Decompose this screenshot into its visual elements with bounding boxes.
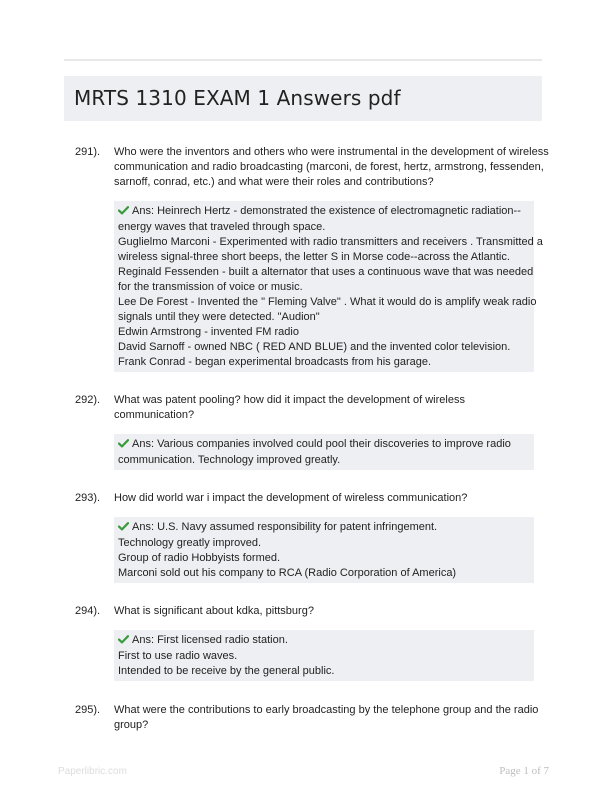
page-number: Page 1 of 7 bbox=[499, 765, 549, 777]
question-text: What was patent pooling? how did it impact the development of wireless communication? bbox=[114, 394, 465, 421]
checkmark-icon bbox=[118, 521, 129, 536]
question-number: 295). bbox=[75, 704, 101, 716]
answer-first-line: Ans: Heinrech Hertz - demonstrated the existence of electromagnetic radiation-- bbox=[132, 205, 521, 217]
question-number: 293). bbox=[75, 492, 101, 504]
checkmark-icon bbox=[118, 205, 129, 220]
answer-first-line: Ans: U.S. Navy assumed responsibility for patent infringement. bbox=[132, 521, 438, 533]
page-title: MRTS 1310 EXAM 1 Answers pdf bbox=[74, 86, 401, 110]
answer-first-line: Ans: Various companies involved could pool their discoveries to improve radio bbox=[132, 438, 511, 450]
answer-box: Ans: Heinrech Hertz - demonstrated the existence of electromagnetic radiation-- energy waves that traveled through space. Guglielmo Marconi - Experimented with radio transmitters and receivers . Transmitted a wireless signal-three short beeps, the letter S in Morse code--across the Atlantic. Reginald Fessenden - built a alternator that uses a continuous wave that was needed for the transmission of voice or music. Lee De Forest - Invented the " Fleming Valve" . What it would do is amplify weak radio signals until they were detected. "Audion" Edwin Armstrong - invented FM radio David Sarnoff - owned NBC ( RED AND BLUE) and the invented color television. Frank Conrad - began experimental broadcasts from his garage. bbox=[114, 201, 534, 372]
top-divider bbox=[64, 59, 542, 61]
answer-box: Ans: U.S. Navy assumed responsibility for patent infringement. Technology greatly improved. Group of radio Hobbyists formed. Marconi sold out his company to RCA (Radio Corporation of America) bbox=[114, 517, 534, 583]
answer-box: Ans: Various companies involved could pool their discoveries to improve radio communication. Technology improved greatly. bbox=[114, 434, 534, 470]
answer-box: Ans: First licensed radio station. First to use radio waves. Intended to be receive by the general public. bbox=[114, 630, 534, 681]
question-number: 291). bbox=[75, 146, 101, 158]
checkmark-icon bbox=[118, 438, 129, 453]
question-text: How did world war i impact the development of wireless communication? bbox=[114, 492, 468, 504]
title-bar bbox=[64, 76, 542, 121]
question-number: 294). bbox=[75, 605, 101, 617]
question-text: What were the contributions to early broadcasting by the telephone group and the radio group? bbox=[114, 704, 539, 731]
question-number: 292). bbox=[75, 394, 101, 406]
checkmark-icon bbox=[118, 634, 129, 649]
question-text: Who were the inventors and others who were instrumental in the development of wireless communication and radio broadcasting (marconi, de forest, hertz, armstrong, fessenden, sarnoff, conrad, etc.) and what were their roles and contributions? bbox=[114, 146, 549, 188]
footer-source: Paperlibric.com bbox=[58, 766, 127, 777]
question-text: What is significant about kdka, pittsburg? bbox=[114, 605, 314, 617]
answer-first-line: Ans: First licensed radio station. bbox=[132, 634, 288, 646]
